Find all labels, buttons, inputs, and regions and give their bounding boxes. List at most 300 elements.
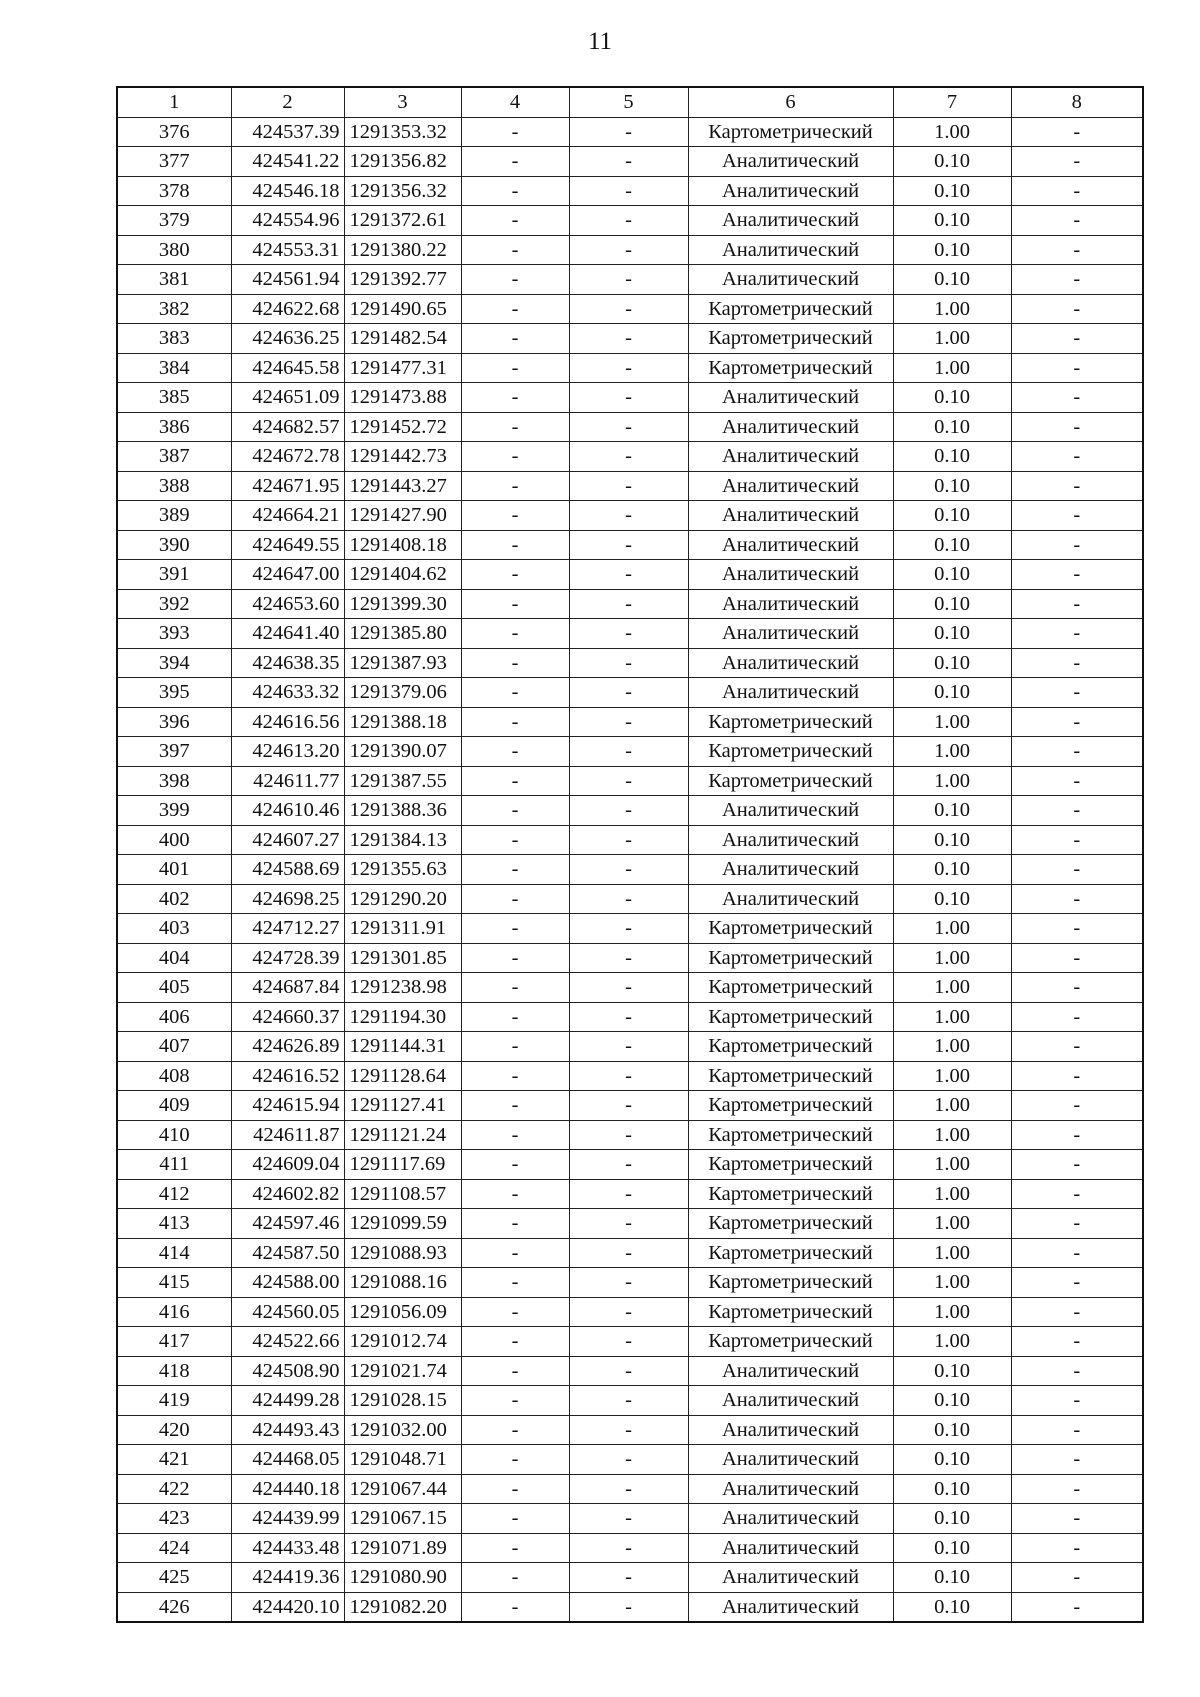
column-8-cell: - (1011, 501, 1143, 531)
column-8-cell: - (1011, 176, 1143, 206)
accuracy-cell: 0.10 (893, 1415, 1011, 1445)
column-5-cell: - (569, 442, 688, 472)
x-coordinate-cell: 424647.00 (231, 560, 344, 590)
table-row (117, 1592, 1143, 1622)
method-cell: Аналитический (688, 1563, 893, 1593)
method-cell: Картометрический (688, 766, 893, 796)
column-4-cell: - (461, 117, 569, 147)
table-row (117, 1150, 1143, 1180)
accuracy-cell: 1.00 (893, 737, 1011, 767)
column-5-cell: - (569, 353, 688, 383)
table-row (117, 117, 1143, 147)
column-8-cell: - (1011, 1327, 1143, 1357)
table-row (117, 1415, 1143, 1445)
x-coordinate-cell: 424645.58 (231, 353, 344, 383)
accuracy-cell: 0.10 (893, 1356, 1011, 1386)
method-cell: Аналитический (688, 796, 893, 826)
x-coordinate-cell: 424610.46 (231, 796, 344, 826)
column-5-cell: - (569, 1091, 688, 1121)
accuracy-cell: 1.00 (893, 1268, 1011, 1298)
column-8-cell: - (1011, 1238, 1143, 1268)
column-5-cell: - (569, 1209, 688, 1239)
point-number-cell: 380 (117, 235, 231, 265)
column-4-cell: - (461, 265, 569, 295)
column-5-cell: - (569, 1061, 688, 1091)
column-4-cell: - (461, 1209, 569, 1239)
method-cell: Аналитический (688, 383, 893, 413)
x-coordinate-cell: 424419.36 (231, 1563, 344, 1593)
column-4-cell: - (461, 324, 569, 354)
method-cell: Картометрический (688, 1120, 893, 1150)
x-coordinate-cell: 424613.20 (231, 737, 344, 767)
column-4-cell: - (461, 1563, 569, 1593)
x-coordinate-cell: 424728.39 (231, 943, 344, 973)
point-number-cell: 401 (117, 855, 231, 885)
accuracy-cell: 1.00 (893, 1150, 1011, 1180)
column-5-cell: - (569, 648, 688, 678)
y-coordinate-cell: 1291080.90 (344, 1563, 461, 1593)
table-row (117, 1032, 1143, 1062)
accuracy-cell: 0.10 (893, 471, 1011, 501)
column-4-cell: - (461, 1356, 569, 1386)
y-coordinate-cell: 1291390.07 (344, 737, 461, 767)
accuracy-cell: 0.10 (893, 1445, 1011, 1475)
column-5-cell: - (569, 1533, 688, 1563)
column-8-cell: - (1011, 1002, 1143, 1032)
method-cell: Аналитический (688, 471, 893, 501)
column-5-cell: - (569, 265, 688, 295)
table-row (117, 530, 1143, 560)
accuracy-cell: 0.10 (893, 206, 1011, 236)
column-4-cell: - (461, 1179, 569, 1209)
column-8-cell: - (1011, 1356, 1143, 1386)
column-5-cell: - (569, 1356, 688, 1386)
point-number-cell: 424 (117, 1533, 231, 1563)
point-number-cell: 392 (117, 589, 231, 619)
table-row (117, 501, 1143, 531)
method-cell: Аналитический (688, 1474, 893, 1504)
x-coordinate-cell: 424672.78 (231, 442, 344, 472)
accuracy-cell: 0.10 (893, 530, 1011, 560)
method-cell: Аналитический (688, 855, 893, 885)
accuracy-cell: 0.10 (893, 619, 1011, 649)
column-5-cell: - (569, 1563, 688, 1593)
accuracy-cell: 0.10 (893, 825, 1011, 855)
column-4-cell: - (461, 1386, 569, 1416)
x-coordinate-cell: 424615.94 (231, 1091, 344, 1121)
column-5-cell: - (569, 825, 688, 855)
column-8-cell: - (1011, 1032, 1143, 1062)
y-coordinate-cell: 1291380.22 (344, 235, 461, 265)
column-5-cell: - (569, 383, 688, 413)
column-5-cell: - (569, 766, 688, 796)
column-4-cell: - (461, 1445, 569, 1475)
column-5-cell: - (569, 501, 688, 531)
table-row (117, 1445, 1143, 1475)
y-coordinate-cell: 1291067.44 (344, 1474, 461, 1504)
y-coordinate-cell: 1291021.74 (344, 1356, 461, 1386)
x-coordinate-cell: 424541.22 (231, 147, 344, 177)
column-8-cell: - (1011, 766, 1143, 796)
point-number-cell: 396 (117, 707, 231, 737)
point-number-cell: 412 (117, 1179, 231, 1209)
column-5-cell: - (569, 1327, 688, 1357)
point-number-cell: 393 (117, 619, 231, 649)
y-coordinate-cell: 1291127.41 (344, 1091, 461, 1121)
column-8-cell: - (1011, 530, 1143, 560)
accuracy-cell: 1.00 (893, 1209, 1011, 1239)
y-coordinate-cell: 1291194.30 (344, 1002, 461, 1032)
column-4-cell: - (461, 530, 569, 560)
accuracy-cell: 1.00 (893, 1238, 1011, 1268)
column-8-cell: - (1011, 235, 1143, 265)
column-8-cell: - (1011, 1386, 1143, 1416)
column-8-cell: - (1011, 265, 1143, 295)
column-8-cell: - (1011, 1445, 1143, 1475)
column-4-cell: - (461, 1091, 569, 1121)
method-cell: Картометрический (688, 1150, 893, 1180)
method-cell: Картометрический (688, 1061, 893, 1091)
y-coordinate-cell: 1291290.20 (344, 884, 461, 914)
column-8-cell: - (1011, 1268, 1143, 1298)
column-4-cell: - (461, 1061, 569, 1091)
x-coordinate-cell: 424611.87 (231, 1120, 344, 1150)
point-number-cell: 381 (117, 265, 231, 295)
method-cell: Картометрический (688, 1179, 893, 1209)
point-number-cell: 422 (117, 1474, 231, 1504)
column-4-cell: - (461, 884, 569, 914)
y-coordinate-cell: 1291473.88 (344, 383, 461, 413)
column-5-cell: - (569, 294, 688, 324)
table-row (117, 1386, 1143, 1416)
method-cell: Аналитический (688, 1592, 893, 1622)
point-number-cell: 398 (117, 766, 231, 796)
table-row (117, 265, 1143, 295)
point-number-cell: 395 (117, 678, 231, 708)
table-row (117, 1209, 1143, 1239)
accuracy-cell: 0.10 (893, 796, 1011, 826)
method-cell: Картометрический (688, 1209, 893, 1239)
x-coordinate-cell: 424493.43 (231, 1415, 344, 1445)
column-5-cell: - (569, 412, 688, 442)
x-coordinate-cell: 424609.04 (231, 1150, 344, 1180)
table-row (117, 1563, 1143, 1593)
method-cell: Картометрический (688, 1238, 893, 1268)
y-coordinate-cell: 1291067.15 (344, 1504, 461, 1534)
y-coordinate-cell: 1291452.72 (344, 412, 461, 442)
column-8-cell: - (1011, 1592, 1143, 1622)
point-number-cell: 406 (117, 1002, 231, 1032)
accuracy-cell: 1.00 (893, 353, 1011, 383)
y-coordinate-cell: 1291482.54 (344, 324, 461, 354)
x-coordinate-cell: 424641.40 (231, 619, 344, 649)
column-5-cell: - (569, 560, 688, 590)
y-coordinate-cell: 1291408.18 (344, 530, 461, 560)
y-coordinate-cell: 1291311.91 (344, 914, 461, 944)
x-coordinate-cell: 424433.48 (231, 1533, 344, 1563)
column-8-cell: - (1011, 589, 1143, 619)
y-coordinate-cell: 1291032.00 (344, 1415, 461, 1445)
column-8-cell: - (1011, 678, 1143, 708)
y-coordinate-cell: 1291056.09 (344, 1297, 461, 1327)
method-cell: Аналитический (688, 1415, 893, 1445)
accuracy-cell: 1.00 (893, 1120, 1011, 1150)
y-coordinate-cell: 1291387.93 (344, 648, 461, 678)
y-coordinate-cell: 1291427.90 (344, 501, 461, 531)
y-coordinate-cell: 1291399.30 (344, 589, 461, 619)
y-coordinate-cell: 1291477.31 (344, 353, 461, 383)
column-8-cell: - (1011, 442, 1143, 472)
accuracy-cell: 0.10 (893, 560, 1011, 590)
table-row (117, 1268, 1143, 1298)
table-row (117, 1238, 1143, 1268)
y-coordinate-cell: 1291387.55 (344, 766, 461, 796)
table-row (117, 206, 1143, 236)
column-5-cell: - (569, 884, 688, 914)
table-row (117, 1356, 1143, 1386)
column-5-cell: - (569, 1386, 688, 1416)
column-4-cell: - (461, 353, 569, 383)
column-8-cell: - (1011, 117, 1143, 147)
column-5-cell: - (569, 147, 688, 177)
table-row (117, 1533, 1143, 1563)
table-row (117, 1091, 1143, 1121)
column-5-cell: - (569, 176, 688, 206)
column-4-cell: - (461, 235, 569, 265)
table-row (117, 176, 1143, 206)
table-row (117, 560, 1143, 590)
column-4-cell: - (461, 855, 569, 885)
y-coordinate-cell: 1291404.62 (344, 560, 461, 590)
column-4-cell: - (461, 619, 569, 649)
y-coordinate-cell: 1291353.32 (344, 117, 461, 147)
x-coordinate-cell: 424560.05 (231, 1297, 344, 1327)
table-body (117, 117, 1143, 1622)
method-cell: Аналитический (688, 1504, 893, 1534)
y-coordinate-cell: 1291356.32 (344, 176, 461, 206)
y-coordinate-cell: 1291144.31 (344, 1032, 461, 1062)
y-coordinate-cell: 1291301.85 (344, 943, 461, 973)
method-cell: Аналитический (688, 442, 893, 472)
accuracy-cell: 1.00 (893, 324, 1011, 354)
method-cell: Аналитический (688, 235, 893, 265)
x-coordinate-cell: 424633.32 (231, 678, 344, 708)
point-number-cell: 378 (117, 176, 231, 206)
accuracy-cell: 0.10 (893, 265, 1011, 295)
x-coordinate-cell: 424440.18 (231, 1474, 344, 1504)
point-number-cell: 414 (117, 1238, 231, 1268)
column-5-cell: - (569, 796, 688, 826)
y-coordinate-cell: 1291442.73 (344, 442, 461, 472)
x-coordinate-cell: 424607.27 (231, 825, 344, 855)
accuracy-cell: 0.10 (893, 884, 1011, 914)
point-number-cell: 403 (117, 914, 231, 944)
method-cell: Аналитический (688, 265, 893, 295)
column-8-cell: - (1011, 1061, 1143, 1091)
method-cell: Аналитический (688, 1356, 893, 1386)
column-8-cell: - (1011, 1563, 1143, 1593)
method-cell: Картометрический (688, 973, 893, 1003)
page-number: 11 (587, 28, 613, 55)
x-coordinate-cell: 424616.56 (231, 707, 344, 737)
column-4-cell: - (461, 914, 569, 944)
column-4-cell: - (461, 1415, 569, 1445)
method-cell: Картометрический (688, 117, 893, 147)
column-4-cell: - (461, 973, 569, 1003)
x-coordinate-cell: 424622.68 (231, 294, 344, 324)
column-8-cell: - (1011, 737, 1143, 767)
column-5-cell: - (569, 1445, 688, 1475)
point-number-cell: 415 (117, 1268, 231, 1298)
accuracy-cell: 1.00 (893, 117, 1011, 147)
point-number-cell: 420 (117, 1415, 231, 1445)
accuracy-cell: 0.10 (893, 235, 1011, 265)
column-8-cell: - (1011, 1120, 1143, 1150)
method-cell: Аналитический (688, 648, 893, 678)
point-number-cell: 410 (117, 1120, 231, 1150)
column-header: 3 (344, 87, 461, 117)
y-coordinate-cell: 1291372.61 (344, 206, 461, 236)
point-number-cell: 389 (117, 501, 231, 531)
table-row (117, 943, 1143, 973)
method-cell: Аналитический (688, 147, 893, 177)
column-4-cell: - (461, 737, 569, 767)
table-row (117, 678, 1143, 708)
point-number-cell: 390 (117, 530, 231, 560)
column-4-cell: - (461, 176, 569, 206)
column-5-cell: - (569, 914, 688, 944)
table-row (117, 442, 1143, 472)
column-4-cell: - (461, 1533, 569, 1563)
accuracy-cell: 0.10 (893, 383, 1011, 413)
method-cell: Аналитический (688, 884, 893, 914)
method-cell: Аналитический (688, 678, 893, 708)
accuracy-cell: 0.10 (893, 855, 1011, 885)
accuracy-cell: 1.00 (893, 914, 1011, 944)
x-coordinate-cell: 424698.25 (231, 884, 344, 914)
column-4-cell: - (461, 648, 569, 678)
method-cell: Картометрический (688, 1268, 893, 1298)
table-row (117, 1327, 1143, 1357)
x-coordinate-cell: 424597.46 (231, 1209, 344, 1239)
accuracy-cell: 0.10 (893, 1504, 1011, 1534)
coordinates-table (116, 86, 1144, 1623)
x-coordinate-cell: 424651.09 (231, 383, 344, 413)
column-8-cell: - (1011, 1533, 1143, 1563)
y-coordinate-cell: 1291088.16 (344, 1268, 461, 1298)
x-coordinate-cell: 424588.69 (231, 855, 344, 885)
point-number-cell: 423 (117, 1504, 231, 1534)
point-number-cell: 408 (117, 1061, 231, 1091)
x-coordinate-cell: 424671.95 (231, 471, 344, 501)
table-row (117, 914, 1143, 944)
column-8-cell: - (1011, 1179, 1143, 1209)
accuracy-cell: 0.10 (893, 501, 1011, 531)
method-cell: Картометрический (688, 914, 893, 944)
point-number-cell: 385 (117, 383, 231, 413)
column-4-cell: - (461, 707, 569, 737)
column-5-cell: - (569, 1002, 688, 1032)
column-4-cell: - (461, 1504, 569, 1534)
table-row (117, 353, 1143, 383)
method-cell: Аналитический (688, 530, 893, 560)
column-4-cell: - (461, 796, 569, 826)
method-cell: Картометрический (688, 324, 893, 354)
column-8-cell: - (1011, 294, 1143, 324)
point-number-cell: 379 (117, 206, 231, 236)
column-8-cell: - (1011, 796, 1143, 826)
point-number-cell: 419 (117, 1386, 231, 1416)
accuracy-cell: 0.10 (893, 648, 1011, 678)
x-coordinate-cell: 424522.66 (231, 1327, 344, 1357)
column-8-cell: - (1011, 353, 1143, 383)
method-cell: Аналитический (688, 206, 893, 236)
x-coordinate-cell: 424660.37 (231, 1002, 344, 1032)
column-5-cell: - (569, 1032, 688, 1062)
column-8-cell: - (1011, 1415, 1143, 1445)
table-row (117, 766, 1143, 796)
y-coordinate-cell: 1291385.80 (344, 619, 461, 649)
point-number-cell: 402 (117, 884, 231, 914)
table-row (117, 1120, 1143, 1150)
method-cell: Аналитический (688, 501, 893, 531)
column-8-cell: - (1011, 324, 1143, 354)
point-number-cell: 397 (117, 737, 231, 767)
method-cell: Аналитический (688, 1445, 893, 1475)
column-header: 4 (461, 87, 569, 117)
point-number-cell: 386 (117, 412, 231, 442)
point-number-cell: 411 (117, 1150, 231, 1180)
table-row (117, 796, 1143, 826)
point-number-cell: 404 (117, 943, 231, 973)
column-4-cell: - (461, 147, 569, 177)
method-cell: Картометрический (688, 294, 893, 324)
y-coordinate-cell: 1291099.59 (344, 1209, 461, 1239)
y-coordinate-cell: 1291071.89 (344, 1533, 461, 1563)
x-coordinate-cell: 424546.18 (231, 176, 344, 206)
column-4-cell: - (461, 1327, 569, 1357)
accuracy-cell: 1.00 (893, 1091, 1011, 1121)
table-row (117, 619, 1143, 649)
table-row (117, 1474, 1143, 1504)
x-coordinate-cell: 424649.55 (231, 530, 344, 560)
point-number-cell: 384 (117, 353, 231, 383)
method-cell: Аналитический (688, 589, 893, 619)
accuracy-cell: 0.10 (893, 678, 1011, 708)
y-coordinate-cell: 1291379.06 (344, 678, 461, 708)
y-coordinate-cell: 1291356.82 (344, 147, 461, 177)
method-cell: Картометрический (688, 1032, 893, 1062)
column-5-cell: - (569, 530, 688, 560)
column-5-cell: - (569, 1238, 688, 1268)
x-coordinate-cell: 424636.25 (231, 324, 344, 354)
column-4-cell: - (461, 825, 569, 855)
method-cell: Картометрический (688, 943, 893, 973)
column-5-cell: - (569, 1268, 688, 1298)
x-coordinate-cell: 424616.52 (231, 1061, 344, 1091)
column-8-cell: - (1011, 471, 1143, 501)
column-4-cell: - (461, 471, 569, 501)
accuracy-cell: 1.00 (893, 707, 1011, 737)
point-number-cell: 416 (117, 1297, 231, 1327)
column-5-cell: - (569, 471, 688, 501)
y-coordinate-cell: 1291128.64 (344, 1061, 461, 1091)
point-number-cell: 377 (117, 147, 231, 177)
accuracy-cell: 1.00 (893, 1002, 1011, 1032)
method-cell: Аналитический (688, 825, 893, 855)
column-4-cell: - (461, 678, 569, 708)
method-cell: Аналитический (688, 176, 893, 206)
